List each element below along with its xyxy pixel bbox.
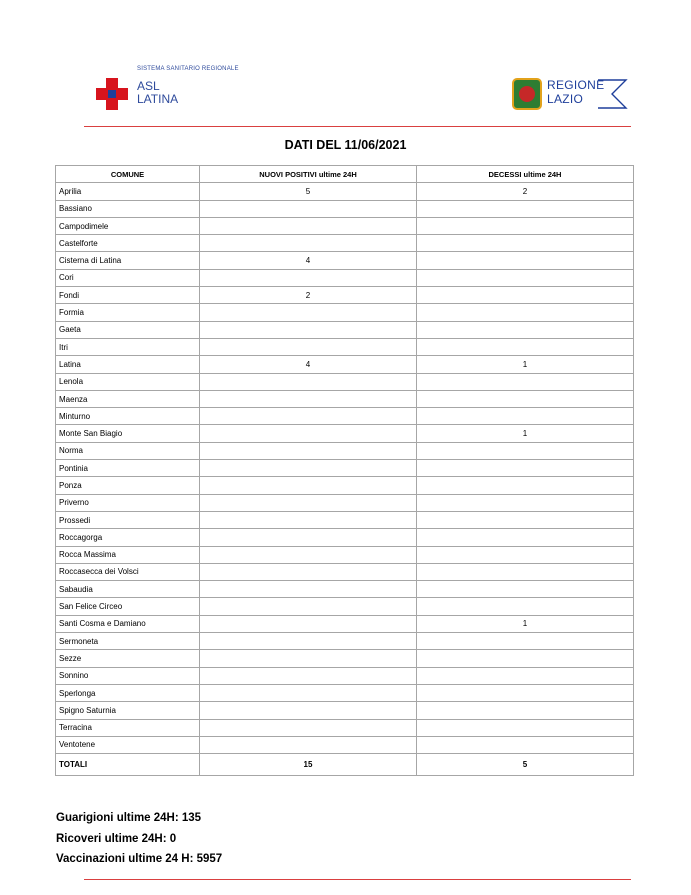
- lazio-line1: REGIONE: [547, 78, 605, 92]
- positivi-cell: [200, 338, 417, 355]
- positivi-cell: [200, 511, 417, 528]
- comune-cell: Prossedi: [56, 511, 200, 528]
- comune-cell: Bassiano: [56, 200, 200, 217]
- comune-cell: Minturno: [56, 408, 200, 425]
- asl-line2: LATINA: [137, 92, 179, 106]
- col-header-nuovi-positivi: NUOVI POSITIVI ultime 24H: [200, 166, 417, 183]
- decessi-cell: 1: [417, 425, 634, 442]
- totals-label: TOTALI: [56, 754, 200, 776]
- comune-cell: Sabaudia: [56, 581, 200, 598]
- positivi-cell: [200, 304, 417, 321]
- decessi-cell: [417, 511, 634, 528]
- decessi-cell: 2: [417, 183, 634, 200]
- table-row: [56, 598, 634, 615]
- table-row: [56, 200, 634, 217]
- positivi-cell: [200, 684, 417, 701]
- comune-cell: Spigno Saturnia: [56, 702, 200, 719]
- comune-cell: Cisterna di Latina: [56, 252, 200, 269]
- decessi-cell: [417, 373, 634, 390]
- comune-cell: Cori: [56, 269, 200, 286]
- positivi-cell: [200, 650, 417, 667]
- table-row: [56, 684, 634, 701]
- decessi-cell: [417, 235, 634, 252]
- table-row: [56, 217, 634, 234]
- positivi-cell: [200, 390, 417, 407]
- comune-cell: Gaeta: [56, 321, 200, 338]
- positivi-cell: [200, 269, 417, 286]
- comune-cell: Terracina: [56, 719, 200, 736]
- decessi-cell: [417, 269, 634, 286]
- comune-cell: Santi Cosma e Damiano: [56, 615, 200, 632]
- col-header-comune: COMUNE: [56, 166, 200, 183]
- comune-cell: Monte San Biagio: [56, 425, 200, 442]
- comune-cell: Fondi: [56, 287, 200, 304]
- comune-cell: Sermoneta: [56, 633, 200, 650]
- col-header-decessi: DECESSI ultime 24H: [417, 166, 634, 183]
- positivi-cell: [200, 477, 417, 494]
- vaccinations-stat: Vaccinazioni ultime 24 H: 5957: [56, 853, 223, 865]
- comune-cell: Latina: [56, 356, 200, 373]
- comune-cell: Sperlonga: [56, 684, 200, 701]
- positivi-cell: [200, 235, 417, 252]
- asl-line1: ASL: [137, 79, 160, 93]
- table-row: [56, 563, 634, 580]
- positivi-cell: [200, 200, 417, 217]
- positivi-cell: [200, 494, 417, 511]
- decessi-cell: [417, 546, 634, 563]
- table-row: [56, 287, 634, 304]
- asl-name: [137, 80, 178, 106]
- positivi-cell: [200, 373, 417, 390]
- decessi-cell: [417, 563, 634, 580]
- decessi-cell: [417, 494, 634, 511]
- decessi-cell: [417, 581, 634, 598]
- table-row: [56, 269, 634, 286]
- table-row: [56, 442, 634, 459]
- table-row: [56, 667, 634, 684]
- header-divider: [84, 126, 631, 127]
- comune-cell: Roccagorga: [56, 529, 200, 546]
- decessi-cell: [417, 321, 634, 338]
- comune-cell: Formia: [56, 304, 200, 321]
- positivi-cell: [200, 321, 417, 338]
- red-cross-icon: [96, 78, 128, 110]
- lazio-stripes-icon: [596, 76, 630, 112]
- recovered-stat: Guarigioni ultime 24H: 135: [56, 812, 202, 824]
- comune-cell: Itri: [56, 338, 200, 355]
- asl-latina-logo: [96, 64, 256, 114]
- table-row: [56, 390, 634, 407]
- positivi-cell: [200, 563, 417, 580]
- table-row: [56, 633, 634, 650]
- decessi-cell: 1: [417, 356, 634, 373]
- decessi-cell: [417, 477, 634, 494]
- comune-cell: Maenza: [56, 390, 200, 407]
- positivi-cell: [200, 615, 417, 632]
- table-row: [56, 183, 634, 200]
- table-row: [56, 615, 634, 632]
- decessi-cell: [417, 408, 634, 425]
- decessi-cell: [417, 287, 634, 304]
- decessi-cell: 1: [417, 615, 634, 632]
- decessi-cell: [417, 702, 634, 719]
- comune-cell: Ventotene: [56, 736, 200, 753]
- table-row: [56, 408, 634, 425]
- positivi-cell: 4: [200, 356, 417, 373]
- comune-cell: Norma: [56, 442, 200, 459]
- totals-positivi: 15: [200, 754, 417, 776]
- positivi-cell: [200, 217, 417, 234]
- regione-lazio-logo: [512, 76, 630, 112]
- comune-cell: Lenola: [56, 373, 200, 390]
- positivi-cell: [200, 408, 417, 425]
- decessi-cell: [417, 217, 634, 234]
- data-table: [55, 165, 634, 776]
- positivi-cell: [200, 546, 417, 563]
- totals-decessi: 5: [417, 754, 634, 776]
- lazio-line2: LAZIO: [547, 92, 584, 106]
- table-row: [56, 511, 634, 528]
- comune-cell: Sezze: [56, 650, 200, 667]
- decessi-cell: [417, 719, 634, 736]
- positivi-cell: [200, 633, 417, 650]
- table-row: [56, 373, 634, 390]
- positivi-cell: [200, 442, 417, 459]
- positivi-cell: [200, 667, 417, 684]
- decessi-cell: [417, 529, 634, 546]
- decessi-cell: [417, 684, 634, 701]
- decessi-cell: [417, 442, 634, 459]
- table-row: [56, 650, 634, 667]
- table-row: [56, 546, 634, 563]
- table-row: [56, 425, 634, 442]
- decessi-cell: [417, 200, 634, 217]
- comune-cell: Rocca Massima: [56, 546, 200, 563]
- page-title: DATI DEL 11/06/2021: [284, 138, 407, 152]
- table-row: [56, 736, 634, 753]
- comune-cell: Ponza: [56, 477, 200, 494]
- comune-cell: Aprilia: [56, 183, 200, 200]
- table-row: [56, 304, 634, 321]
- comune-cell: Priverno: [56, 494, 200, 511]
- positivi-cell: 5: [200, 183, 417, 200]
- comune-cell: Pontinia: [56, 460, 200, 477]
- positivi-cell: [200, 425, 417, 442]
- table-row: [56, 477, 634, 494]
- table-row: [56, 581, 634, 598]
- positivi-cell: [200, 702, 417, 719]
- lazio-emblem-icon: [512, 78, 542, 110]
- table-row: [56, 338, 634, 355]
- comune-cell: Roccasecca dei Volsci: [56, 563, 200, 580]
- table-row: [56, 529, 634, 546]
- comune-cell: Sonnino: [56, 667, 200, 684]
- footer-divider: [84, 879, 631, 880]
- table-row: [56, 460, 634, 477]
- positivi-cell: [200, 598, 417, 615]
- decessi-cell: [417, 667, 634, 684]
- decessi-cell: [417, 736, 634, 753]
- table-row: [56, 321, 634, 338]
- positivi-cell: [200, 460, 417, 477]
- decessi-cell: [417, 390, 634, 407]
- decessi-cell: [417, 650, 634, 667]
- comune-cell: San Felice Circeo: [56, 598, 200, 615]
- table-row: [56, 252, 634, 269]
- table-header-row: [56, 166, 634, 183]
- positivi-cell: 4: [200, 252, 417, 269]
- positivi-cell: 2: [200, 287, 417, 304]
- decessi-cell: [417, 252, 634, 269]
- comune-cell: Campodimele: [56, 217, 200, 234]
- hospitalized-stat: Ricoveri ultime 24H: 0: [56, 833, 177, 845]
- comune-cell: Castelforte: [56, 235, 200, 252]
- decessi-cell: [417, 633, 634, 650]
- table-row: [56, 702, 634, 719]
- decessi-cell: [417, 460, 634, 477]
- totals-row: [56, 754, 634, 776]
- table-row: [56, 494, 634, 511]
- decessi-cell: [417, 304, 634, 321]
- decessi-cell: [417, 338, 634, 355]
- asl-system-label: SISTEMA SANITARIO REGIONALE: [137, 66, 239, 72]
- decessi-cell: [417, 598, 634, 615]
- table-row: [56, 356, 634, 373]
- positivi-cell: [200, 719, 417, 736]
- positivi-cell: [200, 581, 417, 598]
- positivi-cell: [200, 529, 417, 546]
- table-row: [56, 235, 634, 252]
- positivi-cell: [200, 736, 417, 753]
- table-row: [56, 719, 634, 736]
